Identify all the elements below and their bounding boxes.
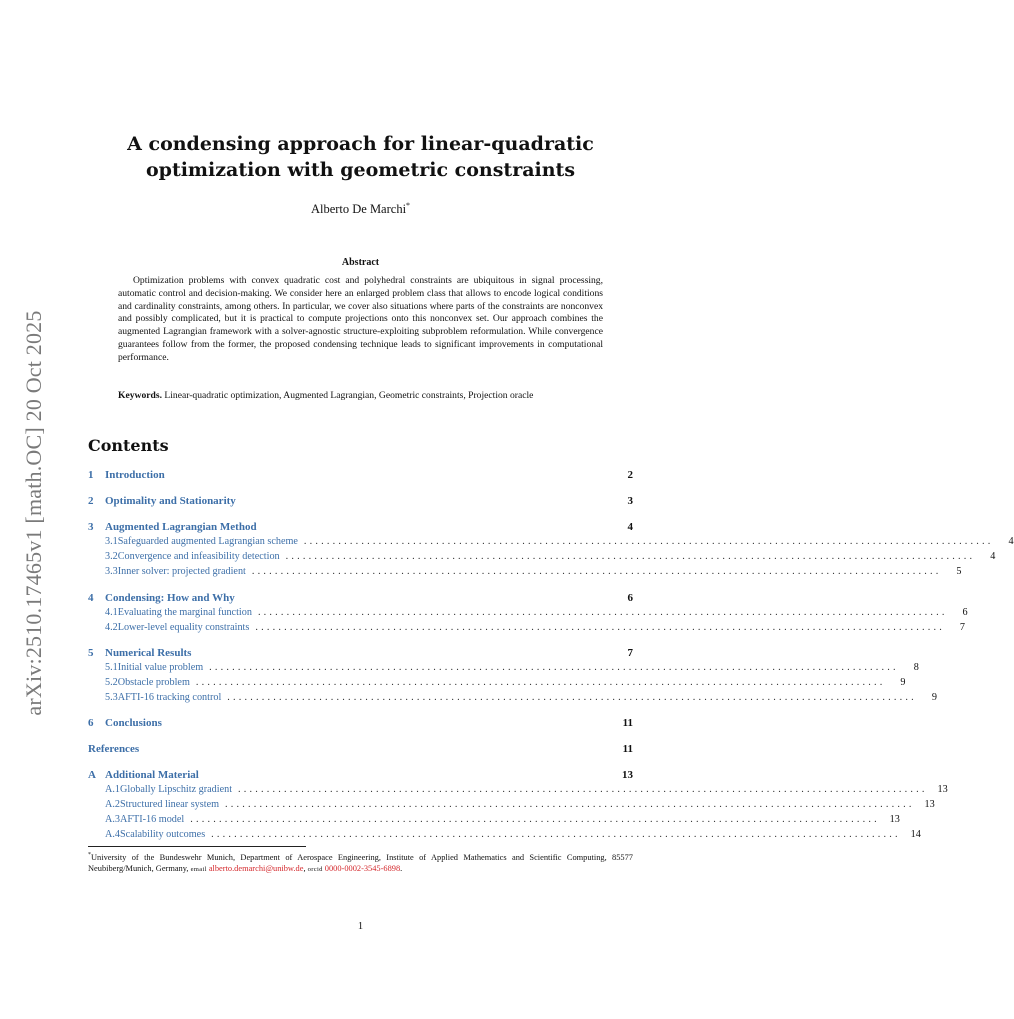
toc-entry[interactable]: [88, 784, 948, 795]
toc-entry-page: 13: [889, 814, 900, 825]
orcid-label: orcid: [307, 866, 323, 874]
toc-entry-number: 4.1: [105, 607, 118, 618]
toc-entry[interactable]: [88, 536, 1014, 547]
toc-entry-label[interactable]: Safeguarded augmented Lagrangian scheme: [117, 536, 298, 547]
toc-entry-number: 3.1: [105, 536, 118, 547]
toc-entry-page: 6: [962, 607, 968, 618]
author-footnote-mark[interactable]: *: [406, 201, 411, 210]
toc-leader-dots: ........................................................................................................................: [255, 622, 945, 633]
author: [88, 201, 633, 217]
toc-entry-page: 4: [627, 521, 633, 533]
toc-entry-page: 11: [622, 717, 633, 729]
toc-entry-page: 3: [627, 495, 633, 507]
toc-entry[interactable]: [88, 829, 921, 840]
footnote-mark: *: [88, 852, 91, 858]
toc-entry-label[interactable]: Scalability outcomes: [120, 829, 206, 840]
toc-entry[interactable]: [88, 769, 633, 781]
toc-entry-page: 4: [1008, 536, 1014, 547]
keywords-label: Keywords.: [118, 390, 162, 401]
toc-entry-number: 4: [88, 592, 94, 604]
toc-entry-number: A.2: [105, 799, 120, 810]
toc-entry[interactable]: [88, 521, 633, 533]
toc-entry[interactable]: [88, 814, 900, 825]
toc-entry-number: 4.2: [105, 622, 118, 633]
toc-entry-number: 2: [88, 495, 94, 507]
contents-heading: Contents: [88, 436, 169, 455]
toc-entry-page: 14: [910, 829, 921, 840]
toc-leader-dots: ........................................................................................................................: [238, 784, 928, 795]
toc-entry-page: 4: [990, 551, 996, 562]
toc-entry[interactable]: [88, 566, 962, 577]
paper-title: [88, 131, 633, 183]
toc-entry-number: 5: [88, 647, 94, 659]
toc-entry-page: 7: [627, 647, 633, 659]
toc-entry-label[interactable]: Lower-level equality constraints: [117, 622, 250, 633]
toc-entry-page: 8: [913, 662, 919, 673]
toc-entry[interactable]: [88, 469, 633, 481]
toc-leader-dots: ........................................................................................................................: [257, 607, 948, 618]
toc-entry[interactable]: [88, 622, 965, 633]
arxiv-stamp-text: arXiv:2510.17465v1 [math.OC] 20 Oct 2025: [21, 309, 46, 716]
toc-entry-number: 5.2: [105, 677, 118, 688]
toc-entry-number: A: [88, 769, 96, 781]
toc-leader-dots: ........................................................................................................................: [225, 799, 915, 810]
toc-entry-number: 5.3: [105, 692, 118, 703]
toc-entry[interactable]: [88, 647, 633, 659]
toc-entry-number: 3.3: [105, 566, 118, 577]
toc-entry-label[interactable]: Optimality and Stationarity: [105, 495, 236, 507]
toc-entry-page: 9: [931, 692, 937, 703]
toc-entry-page: 5: [956, 566, 962, 577]
toc-entry-label[interactable]: Globally Lipschitz gradient: [120, 784, 233, 795]
toc-entry[interactable]: [88, 662, 919, 673]
toc-leader-dots: ........................................................................................................................: [195, 677, 886, 688]
author-name: Alberto De Marchi: [310, 202, 407, 217]
toc-entry-number: 6: [88, 717, 94, 729]
toc-entry-page: 11: [622, 743, 633, 755]
toc-entry-label[interactable]: Inner solver: projected gradient: [117, 566, 246, 577]
toc-leader-dots: ........................................................................................................................: [209, 662, 899, 673]
toc-entry-label[interactable]: Numerical Results: [105, 647, 192, 659]
toc-entry-page: 13: [622, 769, 633, 781]
toc-entry-page: 13: [937, 784, 948, 795]
toc-entry-number: 1: [88, 469, 94, 481]
toc-entry[interactable]: [88, 551, 996, 562]
orcid-link[interactable]: 0000-0002-3545-6898: [324, 864, 401, 874]
toc-entry-label[interactable]: Introduction: [105, 469, 165, 481]
abstract-text: Optimization problems with convex quadratic cost and polyhedral constraints are ubiquitous in signal processing, automatic control and decision-making. We consider here an enlarged problem class that allows to encode logical conditions and cardinality constraints, among others. In particular, we cover also situations where parts of the constraints are nonconvex and possibly complicated, but it is practical to compute projections onto this nonconvex set. Our approach combines the augmented Lagrangian framework with a solver-agnostic structure-exploiting subproblem reformulation. While convergence guarantees follow from the former, the proposed condensing technique leads to significant improvements in computational performance.: [118, 275, 603, 363]
toc-leader-dots: ........................................................................................................................: [251, 566, 942, 577]
footnote: *University of the Bundeswehr Munich, Department of Aerospace Engineering, Institute of Applied Mathematics and Scientific Computing, 85577 Neubiberg/Munich, Germany, email alberto.demarchi@unibw.de, orcid 0000-0002-3545-6898.: [88, 852, 633, 874]
toc-entry-page: 2: [627, 469, 633, 481]
toc-entry-label[interactable]: Conclusions: [105, 717, 162, 729]
toc-entry[interactable]: [88, 717, 633, 729]
email-label: email: [190, 866, 207, 874]
toc-entry[interactable]: [88, 799, 935, 810]
toc-entry-label[interactable]: Evaluating the marginal function: [117, 607, 252, 618]
toc-entry-label[interactable]: Additional Material: [105, 769, 199, 781]
toc-entry[interactable]: [88, 692, 937, 703]
toc-entry-page: 13: [924, 799, 935, 810]
toc-leader-dots: ........................................................................................................................: [303, 536, 994, 547]
toc-leader-dots: ........................................................................................................................: [227, 692, 917, 703]
toc-entry[interactable]: [88, 607, 968, 618]
arxiv-stamp: [21, 290, 47, 735]
toc-entry-number: A.1: [105, 784, 120, 795]
keywords: [118, 390, 603, 403]
toc-entry[interactable]: [88, 677, 906, 688]
toc-entry-number: A.4: [105, 829, 120, 840]
toc-entry[interactable]: [88, 743, 633, 755]
toc-leader-dots: ........................................................................................................................: [190, 814, 880, 825]
toc-entry-number: 3: [88, 521, 94, 533]
toc-entry-number: 5.1: [105, 662, 118, 673]
footnote-text: University of the Bundeswehr Munich, Department of Aerospace Engineering, Institute of Applied Mathematics and Scientific Computing, 85577 Neubiberg/Munich, Germany,: [88, 852, 633, 874]
toc-entry-label[interactable]: Obstacle problem: [117, 677, 190, 688]
title-line-1: A condensing approach for linear-quadratic: [127, 133, 594, 155]
toc-entry[interactable]: [88, 495, 633, 507]
toc-entry-label[interactable]: References: [88, 743, 140, 755]
toc-entry-page: 6: [627, 592, 633, 604]
toc-entry-label[interactable]: AFTI-16 tracking control: [117, 692, 222, 703]
abstract-heading: Abstract: [341, 257, 380, 268]
toc-entry-label[interactable]: Condensing: How and Why: [105, 592, 235, 604]
toc-entry-label[interactable]: AFTI-16 model: [120, 814, 185, 825]
keywords-text: Linear-quadratic optimization, Augmented Lagrangian, Geometric constraints, Projection oracle: [164, 390, 534, 401]
toc-entry-page: 9: [900, 677, 906, 688]
toc-entry-number: A.3: [105, 814, 120, 825]
title-line-2: optimization with geometric constraints: [145, 159, 576, 181]
toc-entry-label[interactable]: Augmented Lagrangian Method: [105, 521, 257, 533]
toc-entry-number: 3.2: [105, 551, 118, 562]
toc-entry[interactable]: [88, 592, 633, 604]
email-link[interactable]: alberto.demarchi@unibw.de: [208, 864, 304, 874]
footnote-rule: [88, 846, 306, 847]
toc-leader-dots: ........................................................................................................................: [285, 551, 976, 562]
page-number: 1: [357, 921, 364, 932]
toc-entry-page: 7: [959, 622, 965, 633]
toc-entry-label[interactable]: Structured linear system: [120, 799, 220, 810]
toc-entry-label[interactable]: Initial value problem: [117, 662, 204, 673]
toc-leader-dots: ........................................................................................................................: [211, 829, 901, 840]
toc-entry-label[interactable]: Convergence and infeasibility detection: [117, 551, 280, 562]
